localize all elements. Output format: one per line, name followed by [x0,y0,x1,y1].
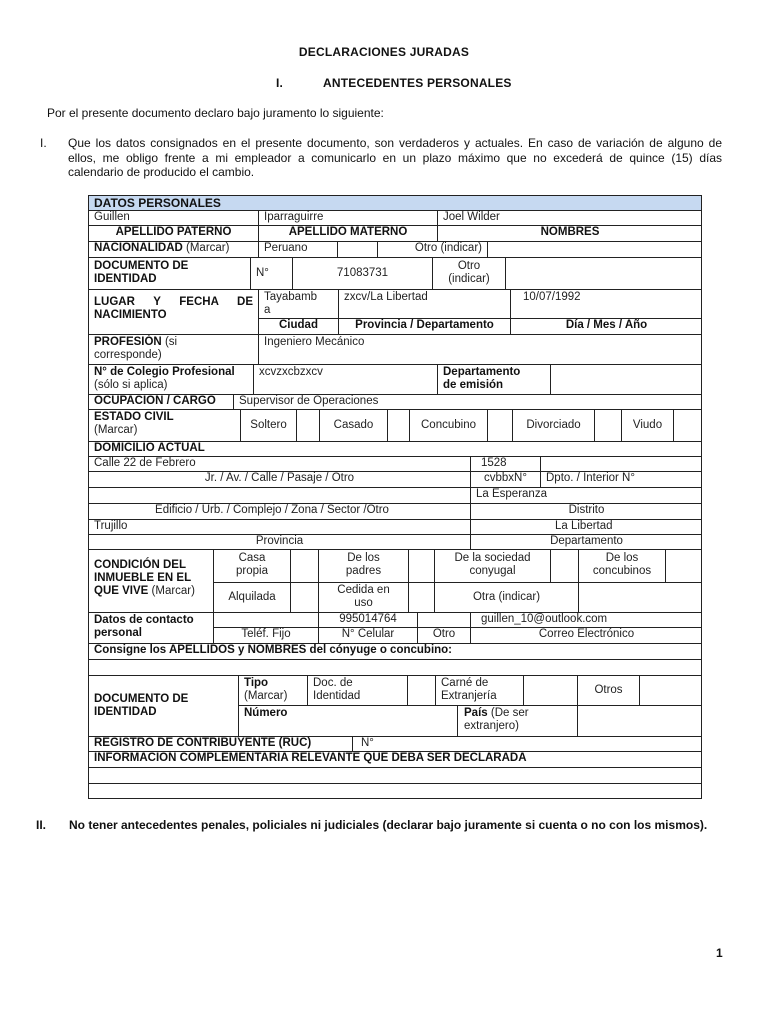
soltero-option: Soltero [240,409,296,441]
otro-indicar-label: Otro (indicar) [377,241,487,257]
alquilada-option: Alquilada [213,582,290,612]
cedida-uso-option: Cedida en uso [318,582,408,612]
informacion-complementaria-field[interactable] [88,767,702,783]
provincia-domicilio-field[interactable]: Trujillo [88,519,470,534]
informacion-complementaria-label: INFORMACIÓN COMPLEMENTARIA RELEVANTE QUE DEBA SER DECLARADA [88,751,702,767]
celular-field[interactable]: 995014764 [318,612,417,627]
divorciado-option: Divorciado [512,409,594,441]
numero-documento-label: Número [238,705,457,736]
item-text-line: ellos, me obligo frente a mi empleador a comunicarlo en un plazo máximo que no excederá de quince (15) días [68,151,722,165]
nacionalidad-check[interactable] [337,241,377,257]
correo-label: Correo Electrónico [470,627,702,643]
concubinos-checkbox[interactable] [665,549,702,582]
casa-propia-checkbox[interactable] [290,549,318,582]
distrito-label: Distrito [470,503,702,519]
colegio-profesional-label: N° de Colegio Profesional (sólo si aplica) [88,364,253,394]
nombres-label: NOMBRES [437,225,702,241]
apellido-paterno-label: APELLIDO PATERNO [88,225,258,241]
departamento-domicilio-label: Departamento [470,534,702,549]
ciudad-label: Ciudad [258,318,338,334]
ocupacion-label: OCUPACIÓN / CARGO [88,394,233,409]
pais-field[interactable] [577,705,702,736]
conyuge-label: Consigne los APELLIDOS y NOMBRES del cónyuge o concubino: [88,643,702,659]
fecha-nacimiento-field[interactable]: 10/07/1992 [510,289,702,318]
distrito-field[interactable]: La Esperanza [470,487,702,503]
documento-identidad-label: DOCUMENTO DE IDENTIDAD [88,257,250,289]
viudo-checkbox[interactable] [673,409,702,441]
numero-label: N° [250,257,292,289]
calle-field[interactable]: Calle 22 de Febrero [88,456,470,471]
marcar-hint: (Marcar) [186,242,230,254]
de-los-padres-option: De los padres [318,549,408,582]
telefono-fijo-field[interactable] [213,612,318,627]
apellido-materno-label: APELLIDO MATERNO [258,225,437,241]
viudo-option: Viudo [621,409,673,441]
item-number: II. [36,818,47,832]
casado-option: Casado [319,409,387,441]
edificio-urb-label: Edificio / Urb. / Complejo / Zona / Sector /Otro [88,503,470,519]
provincia-departamento-field[interactable]: zxcv/La Libertad [338,289,510,318]
item-text: No tener antecedentes penales, policiales ni judiciales (declarar bajo juramente si cuenta o no con los mismos). [69,818,708,832]
edificio-urb-field[interactable] [88,487,470,503]
ocupacion-field[interactable]: Supervisor de Operaciones [233,394,702,409]
divorciado-checkbox[interactable] [594,409,621,441]
otra-indicar-field[interactable] [578,582,702,612]
domicilio-actual-label: DOMICILIO ACTUAL [88,441,702,456]
condicion-inmueble-label: CONDICIÓN DEL INMUEBLE EN EL QUE VIVE (Marcar) [88,549,213,612]
jr-av-calle-label: Jr. / Av. / Calle / Pasaje / Otro [88,471,470,487]
provincia-departamento-label: Provincia / Departamento [338,318,510,334]
section-title: ANTECEDENTES PERSONALES [323,76,512,90]
datos-contacto-label: Datos de contacto personal [88,612,213,643]
item-number: I. [40,136,47,150]
profesion-field[interactable]: Ingeniero Mecánico [258,334,702,364]
colegio-profesional-field[interactable]: xcvzxcbzxcv [253,364,437,394]
otro-telefono-field[interactable] [417,612,470,627]
conyuge-documento-label: DOCUMENTO DE IDENTIDAD [88,675,238,736]
telefono-fijo-label: Teléf. Fijo [213,627,318,643]
pais-label: País (De ser extranjero) [457,705,577,736]
otros-option: Otros [577,675,639,705]
provincia-domicilio-label: Provincia [88,534,470,549]
otro-nacionalidad-field[interactable] [487,241,702,257]
soltero-checkbox[interactable] [296,409,319,441]
departamento-domicilio-field[interactable]: La Libertad [470,519,702,534]
ruc-field[interactable]: N° [352,736,702,751]
sociedad-conyugal-option: De la sociedad conyugal [434,549,550,582]
celular-label: N° Celular [318,627,417,643]
estado-civil-label: ESTADO CIVIL (Marcar) [88,409,240,441]
otros-checkbox[interactable] [639,675,702,705]
dpto-interior-label: Dpto. / Interior N° [540,471,702,487]
document-title: DECLARACIONES JURADAS [298,45,470,59]
doc-identidad-option: Doc. de Identidad [307,675,407,705]
numero-domicilio-label: cvbbxN° [470,471,540,487]
concubino-checkbox[interactable] [487,409,512,441]
item-text-line: calendario de producido el cambio. [68,165,255,179]
nacionalidad-label [88,241,258,257]
section-number: I. [276,76,284,90]
ciudad-field[interactable]: Tayabamb a [258,289,338,318]
apellido-materno-field[interactable]: Iparraguirre [258,210,437,225]
nombres-field[interactable]: Joel Wilder [437,210,702,225]
lugar-fecha-label: LUGAR Y FECHA DE NACIMIENTO [88,289,258,334]
casa-propia-option: Casa propia [213,549,290,582]
apellido-paterno-field[interactable]: Guillen [88,210,258,225]
sociedad-conyugal-checkbox[interactable] [550,549,578,582]
item-text-line: Que los datos consignados en el presente documento, son verdaderos y actuales. En caso de variación de alguno de [68,136,722,150]
departamento-emision-field[interactable] [550,364,702,394]
otra-indicar-option: Otra (indicar) [434,582,578,612]
otro-documento-label: Otro (indicar) [432,257,505,289]
profesion-label: PROFESIÓN (si corresponde) [88,334,258,364]
carne-extranjeria-option: Carné de Extranjería [435,675,523,705]
section-header-datos-personales: DATOS PERSONALES [88,195,702,210]
ruc-label: REGISTRO DE CONTRIBUYENTE (RUC) [88,736,352,751]
alquilada-checkbox[interactable] [290,582,318,612]
otro-documento-field[interactable] [505,257,702,289]
dpto-interior-field[interactable] [540,456,702,471]
correo-field[interactable]: guillen_10@outlook.com [470,612,702,627]
carne-extranjeria-checkbox[interactable] [523,675,577,705]
intro-text: Por el presente documento declaro bajo juramento lo siguiente: [47,106,384,120]
personal-data-form [88,195,702,799]
de-los-padres-checkbox[interactable] [408,549,434,582]
concubino-option: Concubino [409,409,487,441]
nacionalidad-field[interactable]: Peruano [258,241,337,257]
dia-mes-anio-label: Día / Mes / Año [510,318,702,334]
otro-telefono-label: Otro [417,627,470,643]
tipo-label: Tipo (Marcar) [238,675,307,705]
conyuge-field[interactable] [88,659,702,675]
informacion-complementaria-field[interactable] [88,783,702,799]
cedida-uso-checkbox[interactable] [408,582,434,612]
numero-domicilio-field[interactable]: 1528 [470,456,540,471]
doc-identidad-checkbox[interactable] [407,675,435,705]
documento-numero-field[interactable]: 71083731 [292,257,432,289]
departamento-emision-label: Departamento de emisión [437,364,550,394]
concubinos-option: De los concubinos [578,549,665,582]
nacionalidad-label-text: NACIONALIDAD [94,242,183,254]
casado-checkbox[interactable] [387,409,409,441]
page-number: 1 [716,946,723,960]
